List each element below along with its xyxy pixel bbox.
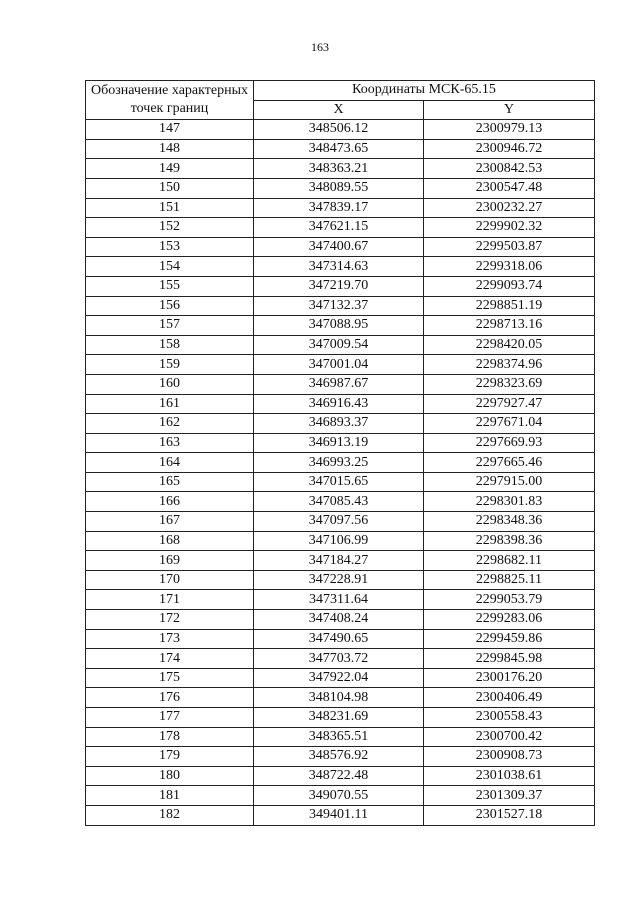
y-value: 2300946.72 [424,139,595,159]
header-point-designation: Обозначение характерных точек границ [86,81,254,120]
table-row [86,590,595,610]
table-row [86,551,595,571]
y-value: 2300232.27 [424,198,595,218]
x-value: 347922.04 [254,668,424,688]
x-value: 347015.65 [254,472,424,492]
x-value: 347311.64 [254,590,424,610]
x-value: 347009.54 [254,335,424,355]
point-number: 168 [86,531,254,551]
point-number: 167 [86,512,254,532]
x-value: 347097.56 [254,512,424,532]
y-value: 2300979.13 [424,120,595,140]
y-value: 2300547.48 [424,178,595,198]
point-number: 176 [86,688,254,708]
table-row [86,316,595,336]
table-row [86,355,595,375]
y-value: 2300176.20 [424,668,595,688]
y-value: 2300558.43 [424,708,595,728]
y-value: 2299902.32 [424,218,595,238]
table-row [86,610,595,630]
x-value: 347314.63 [254,257,424,277]
point-number: 177 [86,708,254,728]
y-value: 2298851.19 [424,296,595,316]
x-value: 349070.55 [254,786,424,806]
x-value: 346993.25 [254,453,424,473]
point-number: 147 [86,120,254,140]
header-y: Y [424,100,595,120]
point-number: 179 [86,747,254,767]
y-value: 2297927.47 [424,394,595,414]
x-value: 347703.72 [254,649,424,669]
y-value: 2300700.42 [424,727,595,747]
y-value: 2299459.86 [424,629,595,649]
x-value: 347184.27 [254,551,424,571]
y-value: 2299283.06 [424,610,595,630]
point-number: 180 [86,766,254,786]
x-value: 347085.43 [254,492,424,512]
point-number: 158 [86,335,254,355]
table-row [86,708,595,728]
y-value: 2299503.87 [424,237,595,257]
point-number: 150 [86,178,254,198]
y-value: 2298348.36 [424,512,595,532]
x-value: 347088.95 [254,316,424,336]
y-value: 2297669.93 [424,433,595,453]
point-number: 175 [86,668,254,688]
x-value: 347106.99 [254,531,424,551]
table-row [86,629,595,649]
point-number: 156 [86,296,254,316]
table-row [86,766,595,786]
x-value: 348231.69 [254,708,424,728]
y-value: 2297915.00 [424,472,595,492]
point-number: 164 [86,453,254,473]
x-value: 346987.67 [254,374,424,394]
y-value: 2299845.98 [424,649,595,669]
y-value: 2298420.05 [424,335,595,355]
point-number: 163 [86,433,254,453]
header-coordinates: Координаты МСК-65.15 [254,81,595,101]
x-value: 347228.91 [254,570,424,590]
x-value: 348473.65 [254,139,424,159]
x-value: 347219.70 [254,276,424,296]
point-number: 171 [86,590,254,610]
point-number: 174 [86,649,254,669]
table-row [86,237,595,257]
y-value: 2301038.61 [424,766,595,786]
table-row [86,120,595,140]
table-row [86,276,595,296]
x-value: 348576.92 [254,747,424,767]
table-row [86,492,595,512]
y-value: 2297671.04 [424,414,595,434]
table-row [86,335,595,355]
y-value: 2301527.18 [424,805,595,825]
point-number: 159 [86,355,254,375]
y-value: 2298374.96 [424,355,595,375]
table-row [86,453,595,473]
table-row [86,178,595,198]
point-number: 148 [86,139,254,159]
point-number: 153 [86,237,254,257]
table-body [86,120,595,825]
table-row [86,805,595,825]
x-value: 349401.11 [254,805,424,825]
table-row [86,414,595,434]
point-number: 155 [86,276,254,296]
point-number: 157 [86,316,254,336]
point-number: 172 [86,610,254,630]
x-value: 348506.12 [254,120,424,140]
table-row [86,688,595,708]
table-row [86,374,595,394]
point-number: 154 [86,257,254,277]
point-number: 149 [86,159,254,179]
y-value: 2298682.11 [424,551,595,571]
point-number: 166 [86,492,254,512]
y-value: 2299318.06 [424,257,595,277]
table-row [86,570,595,590]
table-row [86,668,595,688]
x-value: 347001.04 [254,355,424,375]
x-value: 348365.51 [254,727,424,747]
x-value: 347408.24 [254,610,424,630]
table-row [86,159,595,179]
x-value: 348363.21 [254,159,424,179]
table-row [86,786,595,806]
table-row [86,649,595,669]
table-row [86,257,595,277]
y-value: 2299053.79 [424,590,595,610]
x-value: 347621.15 [254,218,424,238]
x-value: 346913.19 [254,433,424,453]
y-value: 2298323.69 [424,374,595,394]
table-row [86,218,595,238]
table-row [86,512,595,532]
point-number: 170 [86,570,254,590]
point-number: 162 [86,414,254,434]
table-row [86,139,595,159]
x-value: 347839.17 [254,198,424,218]
y-value: 2300406.49 [424,688,595,708]
point-number: 181 [86,786,254,806]
x-value: 346893.37 [254,414,424,434]
table-row [86,394,595,414]
y-value: 2301309.37 [424,786,595,806]
point-number: 165 [86,472,254,492]
table-row [86,727,595,747]
point-number: 160 [86,374,254,394]
y-value: 2298398.36 [424,531,595,551]
x-value: 348104.98 [254,688,424,708]
y-value: 2297665.46 [424,453,595,473]
point-number: 178 [86,727,254,747]
coordinates-table [85,80,595,826]
point-number: 169 [86,551,254,571]
table-row [86,531,595,551]
x-value: 347132.37 [254,296,424,316]
y-value: 2299093.74 [424,276,595,296]
point-number: 161 [86,394,254,414]
y-value: 2298301.83 [424,492,595,512]
x-value: 347490.65 [254,629,424,649]
x-value: 346916.43 [254,394,424,414]
table-row [86,198,595,218]
y-value: 2300908.73 [424,747,595,767]
header-x: X [254,100,424,120]
y-value: 2298825.11 [424,570,595,590]
point-number: 182 [86,805,254,825]
point-number: 173 [86,629,254,649]
x-value: 348722.48 [254,766,424,786]
x-value: 347400.67 [254,237,424,257]
x-value: 348089.55 [254,178,424,198]
table-row [86,433,595,453]
y-value: 2300842.53 [424,159,595,179]
table-row [86,472,595,492]
page-number: 163 [311,40,329,54]
table-row [86,747,595,767]
point-number: 152 [86,218,254,238]
table-row [86,296,595,316]
point-number: 151 [86,198,254,218]
y-value: 2298713.16 [424,316,595,336]
